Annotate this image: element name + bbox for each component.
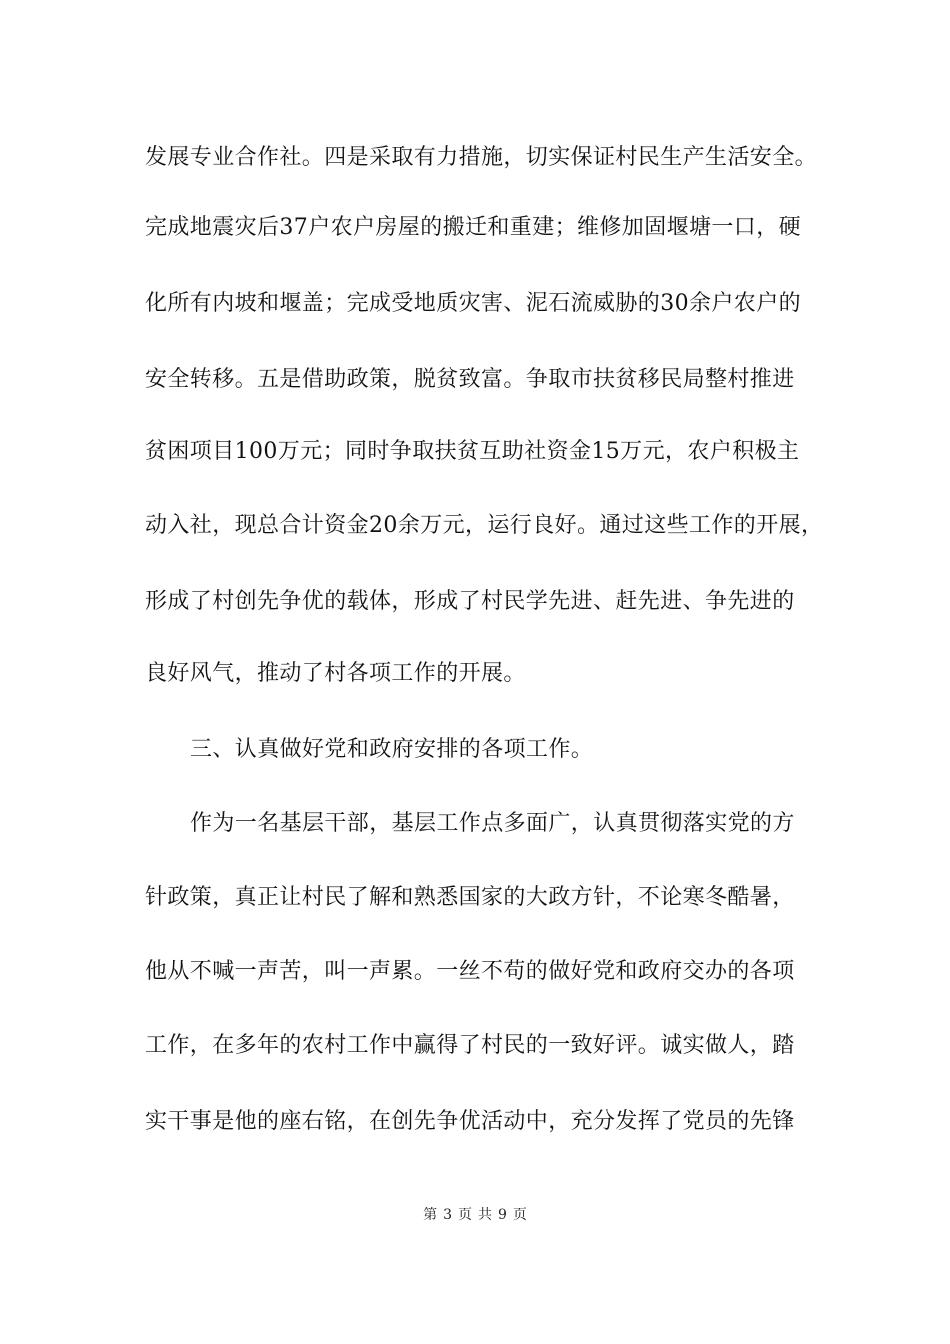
paragraph-line: 安全转移。五是借助政策，脱贫致富。争取市扶贫移民局整村推进 [145, 367, 795, 392]
page-number: 3 [443, 1207, 452, 1223]
paragraph-line: 针政策，真正让村民了解和熟悉国家的大政方针，不论寒冬酷暑， [145, 885, 795, 910]
page-unit: 页 [458, 1207, 472, 1223]
total-pages: 9 [498, 1207, 507, 1223]
paragraph-line: 发展专业合作社。四是采取有力措施，切实保证村民生产生活安全。 [145, 145, 818, 170]
section-heading: 三、认真做好党和政府安排的各项工作。 [190, 737, 594, 762]
total-unit: 页 [512, 1207, 527, 1223]
paragraph-line: 形成了村创先争优的载体，形成了村民学先进、赶先进、争先进的 [145, 589, 795, 614]
paragraph-line: 动入社，现总合计资金20余万元，运行良好。通过这些工作的开展， [145, 513, 824, 538]
paragraph-line: 工作，在多年的农村工作中赢得了村民的一致好评。诚实做人，踏 [145, 1033, 795, 1058]
paragraph-line: 作为一名基层干部，基层工作点多面广，认真贯彻落实党的方 [190, 811, 795, 836]
paragraph-line: 他从不喊一声苦，叫一声累。一丝不苟的做好党和政府交办的各项 [145, 959, 795, 984]
paragraph-line: 化所有内坡和堰盖；完成受地质灾害、泥石流威胁的30余户农户的 [145, 291, 801, 316]
paragraph-line: 良好风气，推动了村各项工作的开展。 [145, 661, 526, 686]
page-prefix: 第 [423, 1207, 438, 1223]
paragraph-line: 完成地震灾后37户农户房屋的搬迁和重建；维修加固堰塘一口，硬 [145, 215, 801, 240]
page-footer [0, 1205, 950, 1225]
paragraph-line: 贫困项目100万元；同时争取扶贫互助社资金15万元，农户积极主 [145, 439, 800, 464]
total-prefix: 共 [478, 1207, 492, 1223]
paragraph-line: 实干事是他的座右铭，在创先争优活动中，充分发挥了党员的先锋 [145, 1109, 795, 1134]
